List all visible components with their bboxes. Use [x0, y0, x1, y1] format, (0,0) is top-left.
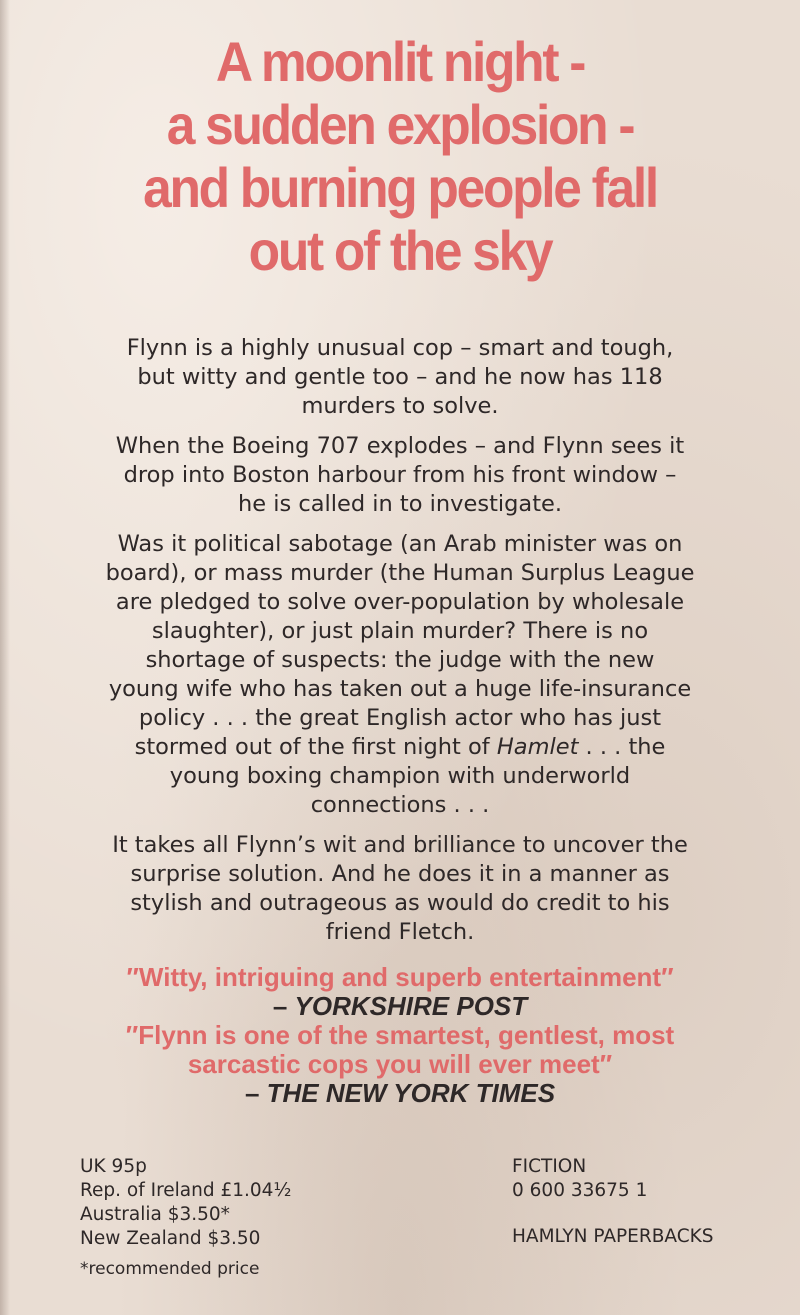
- quote-2-source-name: THE NEW YORK TIMES: [266, 1078, 556, 1108]
- quote-1-dash: –: [272, 991, 295, 1021]
- hamlet-before: stormed out of the first night of: [134, 734, 497, 760]
- blurb: [60, 323, 740, 958]
- blurb-line: policy . . . the great English actor who has just: [138, 705, 662, 731]
- publisher-info: [512, 1155, 714, 1249]
- category-label: FICTION: [512, 1156, 587, 1177]
- quote-1-source-name: YORKSHIRE POST: [294, 991, 528, 1021]
- blurb-line: drop into Boston harbour from his front window –: [123, 462, 677, 488]
- blurb-line-hamlet: [60, 733, 740, 762]
- spine-shadow: [0, 0, 10, 1315]
- quote-2-line-1: ′′Flynn is one of the smartest, gentlest, most: [125, 1020, 675, 1050]
- spacer: [512, 1203, 714, 1225]
- quote-2-line-2: sarcastic cops you will ever meet′′: [187, 1049, 613, 1079]
- hamlet-title: Hamlet: [496, 734, 579, 760]
- headline-line-3: and burning people fall: [143, 156, 657, 219]
- blurb-line: slaughter), or just plain murder? There is no: [151, 618, 649, 644]
- blurb-line: Was it political sabotage (an Arab minister was on: [117, 531, 683, 557]
- blurb-line: young boxing champion with underworld: [169, 763, 631, 789]
- blurb-line: shortage of suspects: the judge with the new: [145, 647, 655, 673]
- blurb-line: board), or mass murder (the Human Surplus League: [105, 560, 695, 586]
- blurb-line: Flynn is a highly unusual cop – smart and tough,: [126, 335, 674, 361]
- quote-1: ′′Witty, intriguing and superb entertainment′′: [126, 962, 674, 992]
- headline-line-1: A moonlit night -: [215, 30, 585, 93]
- blurb-line: young wife who has taken out a huge life-insurance: [108, 676, 692, 702]
- blurb-line: friend Fletch.: [325, 919, 475, 945]
- blurb-line: connections . . .: [310, 792, 490, 818]
- price-new-zealand: New Zealand $3.50: [80, 1228, 261, 1249]
- blurb-line: but witty and gentle too – and he now has 118: [137, 364, 663, 390]
- blurb-line: surprise solution. And he does it in a manner as: [130, 861, 670, 887]
- price-uk: UK 95p: [80, 1156, 147, 1177]
- price-ireland: Rep. of Ireland £1.04½: [80, 1180, 292, 1201]
- blurb-line: stylish and outrageous as would do credit to his: [130, 890, 670, 916]
- review-quotes: [60, 963, 740, 1108]
- hamlet-after: . . . the: [578, 734, 666, 760]
- blurb-line: When the Boeing 707 explodes – and Flynn sees it: [115, 433, 685, 459]
- isbn: 0 600 33675 1: [512, 1180, 648, 1201]
- blurb-line: It takes all Flynn’s wit and brilliance to uncover the: [112, 832, 688, 858]
- price-list: [80, 1155, 291, 1281]
- blurb-line: are pledged to solve over-population by wholesale: [115, 589, 685, 615]
- blurb-line: murders to solve.: [301, 393, 499, 419]
- quote-2-source: [60, 1079, 740, 1108]
- quote-2-dash: –: [244, 1078, 267, 1108]
- publisher-imprint: HAMLYN PAPERBACKS: [512, 1226, 714, 1247]
- headline: [32, 30, 768, 282]
- headline-line-4: out of the sky: [248, 219, 552, 282]
- price-note: *recommended price: [80, 1259, 260, 1279]
- price-australia: Australia $3.50*: [80, 1204, 230, 1225]
- blurb-line: he is called in to investigate.: [237, 491, 563, 517]
- headline-line-2: a sudden explosion -: [166, 93, 634, 156]
- quote-1-source: [60, 992, 740, 1021]
